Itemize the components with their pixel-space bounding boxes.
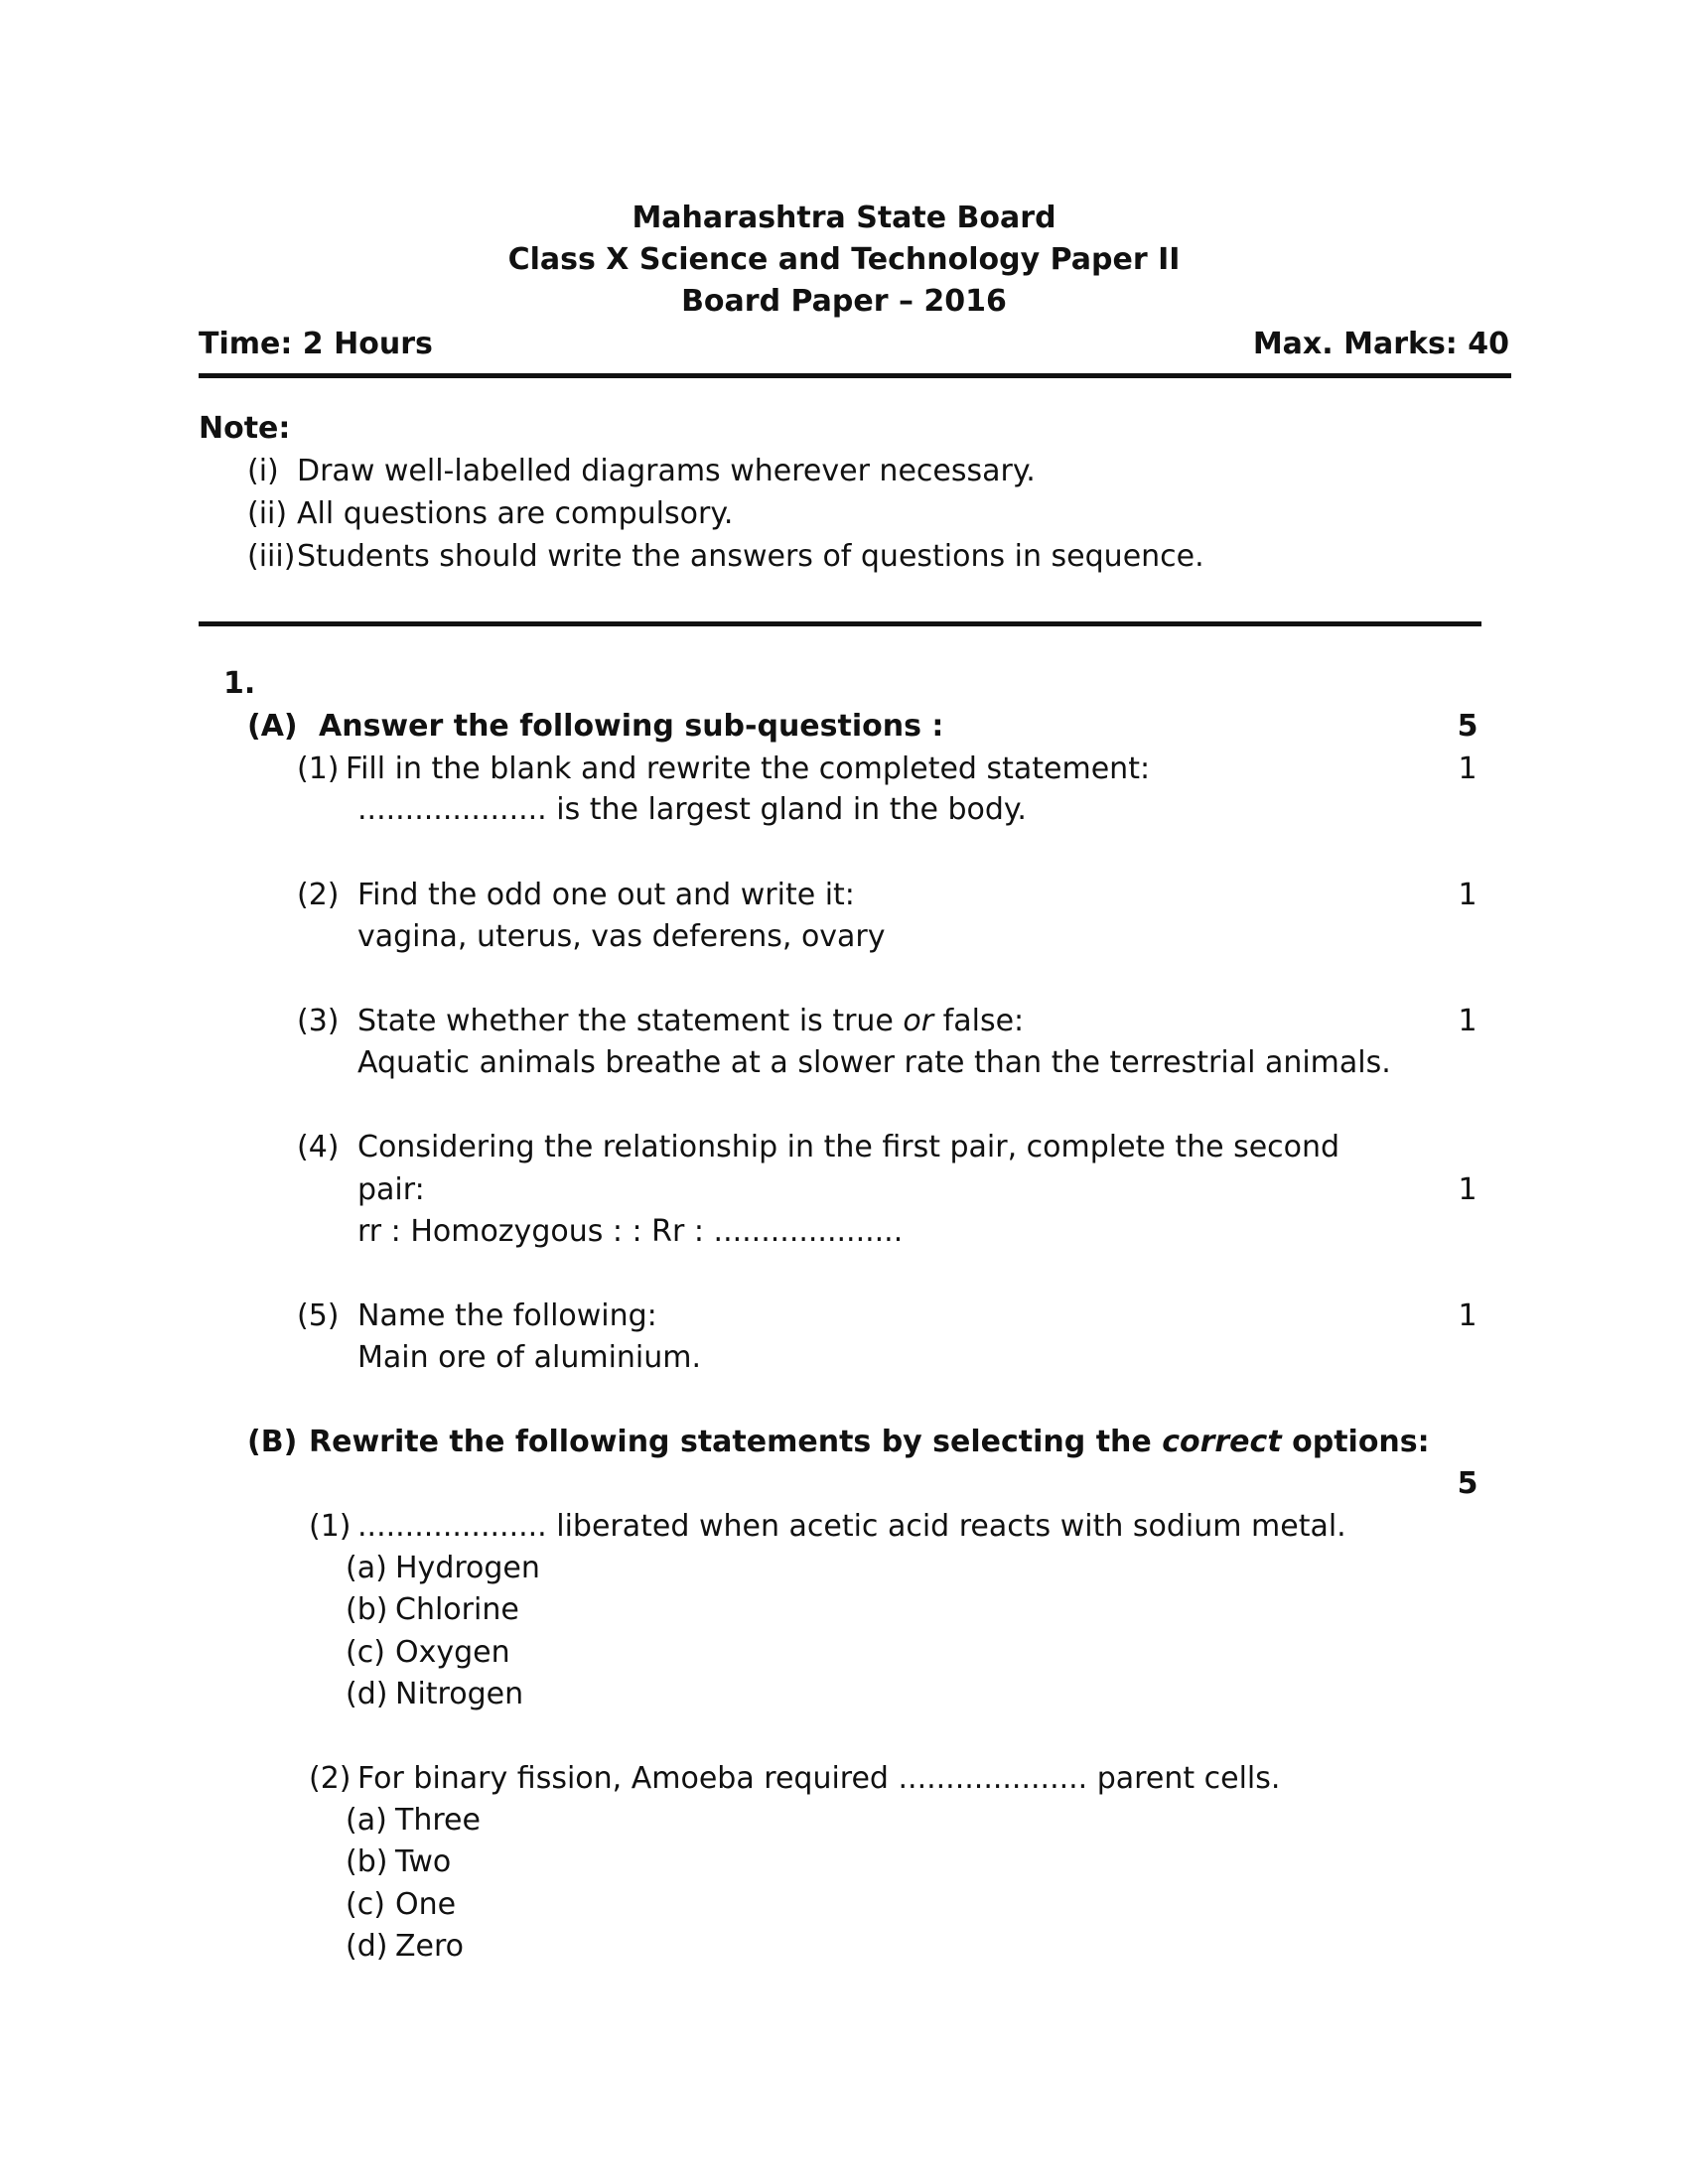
- a3-question: [357, 1001, 1024, 1042]
- b2-option-b-label: (b): [346, 1844, 388, 1879]
- b2-option-c: One: [395, 1887, 457, 1922]
- note-item-1: Draw well-labelled diagrams wherever necessary.: [297, 454, 1036, 488]
- a5-number: (5): [297, 1298, 340, 1333]
- b1-number: (1): [309, 1509, 352, 1544]
- a2-question: Find the odd one out and write it:: [357, 878, 855, 912]
- a2-options: vagina, uterus, vas deferens, ovary: [357, 919, 886, 954]
- a2-marks: 1: [1458, 878, 1477, 912]
- note-num-1: (i): [247, 454, 279, 488]
- a1-question: Fill in the blank and rewrite the completed statement:: [346, 751, 1151, 786]
- b1-option-d-label: (d): [346, 1677, 388, 1711]
- section-a-marks: 5: [1457, 709, 1478, 744]
- section-b-label: (B): [247, 1425, 298, 1459]
- b1-option-b: Chlorine: [395, 1592, 519, 1627]
- a4-question-line2: pair:: [357, 1172, 425, 1207]
- paper-title: Board Paper – 2016: [681, 284, 1007, 319]
- a5-marks: 1: [1458, 1298, 1477, 1333]
- time-label: Time: 2 Hours: [199, 327, 433, 361]
- a1-marks: 1: [1458, 751, 1477, 786]
- note-num-3: (iii): [247, 539, 296, 574]
- b1-question: .................... liberated when acetic acid reacts with sodium metal.: [357, 1509, 1346, 1544]
- a3-question-or: or: [903, 1004, 934, 1038]
- b2-option-c-label: (c): [346, 1887, 385, 1922]
- board-title: Maharashtra State Board: [632, 201, 1056, 235]
- section-b-heading-part1: Rewrite the following statements by selecting the: [309, 1425, 1163, 1459]
- a3-question-part1: State whether the statement is true: [357, 1004, 904, 1038]
- a3-number: (3): [297, 1004, 340, 1038]
- b2-option-d: Zero: [395, 1929, 465, 1964]
- a4-marks: 1: [1458, 1172, 1477, 1207]
- b2-option-d-label: (d): [346, 1929, 388, 1964]
- section-b-heading: [309, 1422, 1430, 1463]
- section-b-heading-part2: options:: [1281, 1425, 1430, 1459]
- b2-number: (2): [309, 1761, 352, 1796]
- a1-number: (1): [297, 751, 340, 786]
- b1-option-a: Hydrogen: [395, 1551, 540, 1585]
- a1-statement: .................... is the largest gland in the body.: [357, 792, 1027, 827]
- b1-option-d: Nitrogen: [395, 1677, 524, 1711]
- class-subject-title: Class X Science and Technology Paper II: [507, 242, 1181, 277]
- b1-option-c-label: (c): [346, 1635, 385, 1670]
- a4-question-line1: Considering the relationship in the first pair, complete the second: [357, 1130, 1340, 1164]
- a3-marks: 1: [1458, 1004, 1477, 1038]
- section-b-heading-correct: correct: [1162, 1425, 1282, 1459]
- a2-number: (2): [297, 878, 340, 912]
- section-a-heading: Answer the following sub-questions :: [319, 709, 944, 744]
- section-a-label: (A): [247, 709, 298, 744]
- note-divider: [199, 621, 1481, 626]
- a4-pair: rr : Homozygous : : Rr : ....................: [357, 1214, 904, 1249]
- a4-number: (4): [297, 1130, 340, 1164]
- question-number: 1.: [223, 666, 256, 701]
- note-item-2: All questions are compulsory.: [297, 496, 734, 531]
- note-num-2: (ii): [247, 496, 288, 531]
- b2-question: For binary fission, Amoeba required .................... parent cells.: [357, 1761, 1281, 1796]
- a3-question-part2: false:: [933, 1004, 1025, 1038]
- a5-item: Main ore of aluminium.: [357, 1340, 702, 1375]
- b2-option-b: Two: [395, 1844, 452, 1879]
- header-divider: [199, 373, 1511, 378]
- max-marks-label: Max. Marks: 40: [1252, 327, 1509, 361]
- b1-option-c: Oxygen: [395, 1635, 510, 1670]
- section-b-marks: 5: [1457, 1466, 1478, 1501]
- a5-question: Name the following:: [357, 1298, 657, 1333]
- note-item-3: Students should write the answers of questions in sequence.: [297, 539, 1204, 574]
- a3-statement: Aquatic animals breathe at a slower rate than the terrestrial animals.: [357, 1045, 1391, 1080]
- b2-option-a: Three: [395, 1803, 481, 1838]
- note-heading: Note:: [199, 411, 291, 446]
- b1-option-a-label: (a): [346, 1551, 387, 1585]
- b1-option-b-label: (b): [346, 1592, 388, 1627]
- b2-option-a-label: (a): [346, 1803, 387, 1838]
